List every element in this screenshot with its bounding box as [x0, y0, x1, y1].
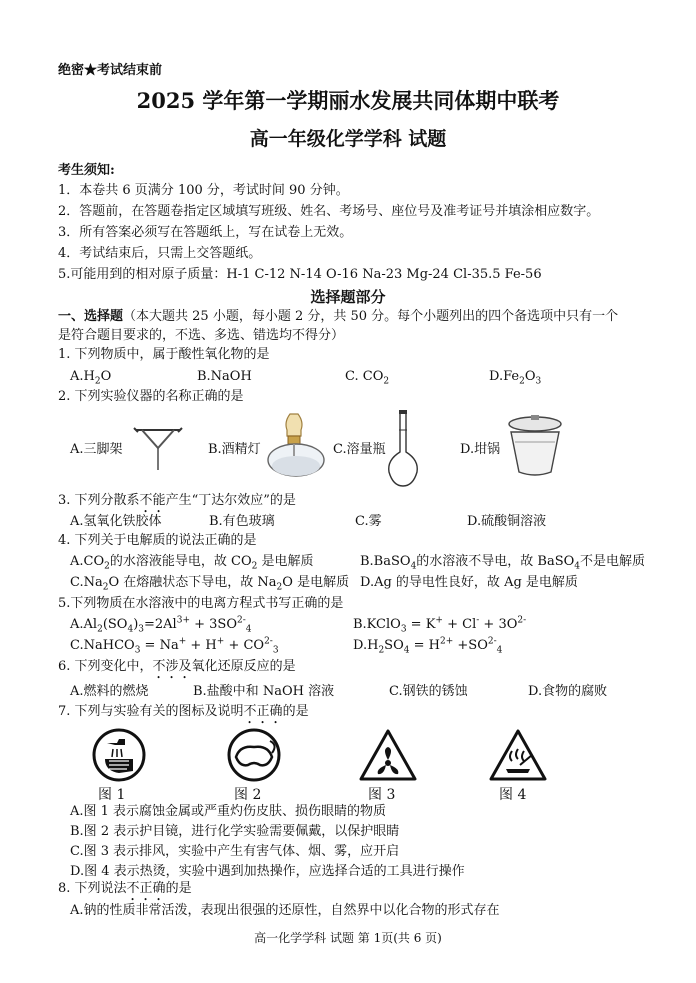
- volumetric-flask-icon: [385, 408, 421, 488]
- q6-option-d: D.食物的腐败: [528, 684, 608, 699]
- q6-stem: 6. 下列变化中，不涉及氧化还原反应的是: [58, 659, 296, 674]
- q3-option-a: A.氢氧化铁胶体: [70, 514, 162, 529]
- q3-option-b: B.有色玻璃: [209, 514, 275, 529]
- q6-option-c: C.钢铁的锈蚀: [389, 684, 468, 699]
- notice-item: 5.可能用到的相对原子质量：H-1 C-12 N-14 O-16 Na-23 Mg-24 Cl-35.5 Fe-56: [58, 267, 542, 282]
- crucible-icon: [505, 414, 565, 478]
- section-intro-line2: 是符合题目要求的，不选、多选、错选均不得分）: [58, 328, 345, 343]
- q7-option-a: A.图 1 表示腐蚀金属或严重灼伤皮肤、损伤眼睛的物质: [70, 804, 387, 819]
- q4-option-c: $C.Na_2O$ 在熔融状态下导电，故 $Na_2O$ 是电解质: [70, 575, 350, 593]
- q7-option-c: C.图 3 表示排风，实验中产生有害气体、烟、雾，应开启: [70, 844, 400, 859]
- notice-item: 4．考试结束后，只需上交答题纸。: [58, 246, 262, 261]
- q6-option-a: A.燃料的燃烧: [70, 684, 149, 699]
- q1-option-c: C. $CO_2$: [345, 369, 390, 387]
- q1-option-b: B.NaOH: [197, 369, 252, 384]
- q7-option-b: B.图 2 表示护目镜，进行化学实验需要佩戴，以保护眼睛: [70, 824, 400, 839]
- q6-option-b: B.盐酸中和 NaOH 溶液: [193, 684, 335, 699]
- q1-stem: 1. 下列物质中，属于酸性氧化物的是: [58, 347, 270, 362]
- q3-option-d: D.硫酸铜溶液: [467, 514, 547, 529]
- q3-option-c: C.雾: [355, 514, 382, 529]
- page-footer: 高一化学学科 试题 第 1页(共 6 页): [254, 931, 442, 945]
- figure-label: 图 2: [234, 787, 262, 803]
- q5-option-c: C.NaHCO$_3$ = $Na^+ + H^+ + CO^{2-}_3$: [70, 636, 279, 656]
- q8-option-a: A.钠的性质非常活泼，表现出很强的还原性，自然界中以化合物的形式存在: [70, 903, 500, 918]
- q4-option-d: D.Ag 的导电性良好，故 Ag 是电解质: [360, 575, 578, 590]
- q7-option-d: D.图 4 表示热烫，实验中遇到加热操作，应选择合适的工具进行操作: [70, 864, 465, 879]
- q3-stem: 3. 下列分散系不能产生“丁达尔效应”的是: [58, 493, 296, 508]
- hot-surface-icon: [488, 727, 548, 783]
- q2-option-d: D.坩锅: [460, 442, 501, 457]
- q5-option-b: B.KClO$_3$ = $K^+ + Cl^- + 3O^{2-}$: [353, 615, 527, 635]
- exam-title: 2025 学年第一学期丽水发展共同体期中联考: [136, 88, 560, 113]
- q2-option-a: A.三脚架: [70, 442, 123, 457]
- figure-label: 图 4: [499, 787, 527, 803]
- q8-stem: 8. 下列说法不正确的是: [58, 881, 192, 896]
- q5-option-a: $A.Al_2(SO_4)_3=2Al^{3+} + 3SO^{2-}_4$: [70, 615, 252, 635]
- q4-option-b: B.BaSO$_4$的水溶液不导电，故 BaSO$_4$不是电解质: [360, 554, 646, 572]
- notice-heading: 考生须知:: [58, 163, 115, 178]
- notice-item: 1．本卷共 6 页满分 100 分，考试时间 90 分钟。: [58, 183, 349, 198]
- q2-option-b: B.酒精灯: [208, 442, 261, 457]
- figure-label: 图 1: [98, 787, 126, 803]
- section-intro: [58, 308, 618, 326]
- q1-option-d: $D.Fe_2O_3$: [489, 369, 542, 387]
- notice-item: 2．答题前，在答题卷指定区域填写班级、姓名、考场号、座位号及准考证号并填涂相应数字。: [58, 204, 600, 219]
- figure-label: 图 3: [368, 787, 396, 803]
- q5-option-d: $D.H_2SO_4 = H^{2+} +SO^{2-}_4$: [353, 636, 503, 656]
- alcohol-lamp-icon: [260, 412, 332, 480]
- notice-item: 3．所有答案必须写在答题纸上，写在试卷上无效。: [58, 225, 353, 240]
- confidential-mark: 绝密★考试结束前: [58, 63, 163, 78]
- corrosive-hand-icon: [91, 727, 147, 783]
- exam-subtitle: 高一年级化学学科 试题: [249, 128, 447, 150]
- q5-stem: 5.下列物质在水溶液中的电离方程式书写正确的是: [58, 596, 344, 611]
- q1-option-a: $A.H_2O$: [70, 369, 112, 387]
- q2-stem: 2. 下列实验仪器的名称正确的是: [58, 389, 244, 404]
- q2-option-c: C.溶量瓶: [333, 442, 386, 457]
- q7-stem: 7. 下列与实验有关的图标及说明不正确的是: [58, 704, 309, 719]
- tripod-icon: [128, 416, 188, 476]
- goggles-icon: [226, 727, 282, 783]
- exhaust-fan-icon: [358, 727, 418, 783]
- q4-stem: 4. 下列关于电解质的说法正确的是: [58, 533, 257, 548]
- section-intro-line1: （本大题共 25 小题，每小题 2 分，共 50 分。每个小题列出的四个备选项中只有一个: [123, 309, 619, 324]
- section-title: 选择题部分: [310, 288, 386, 306]
- q4-option-a: $A.CO_2$的水溶液能导电，故 $CO_2$ 是电解质: [70, 554, 314, 572]
- section-intro-label: 一、选择题: [58, 309, 124, 324]
